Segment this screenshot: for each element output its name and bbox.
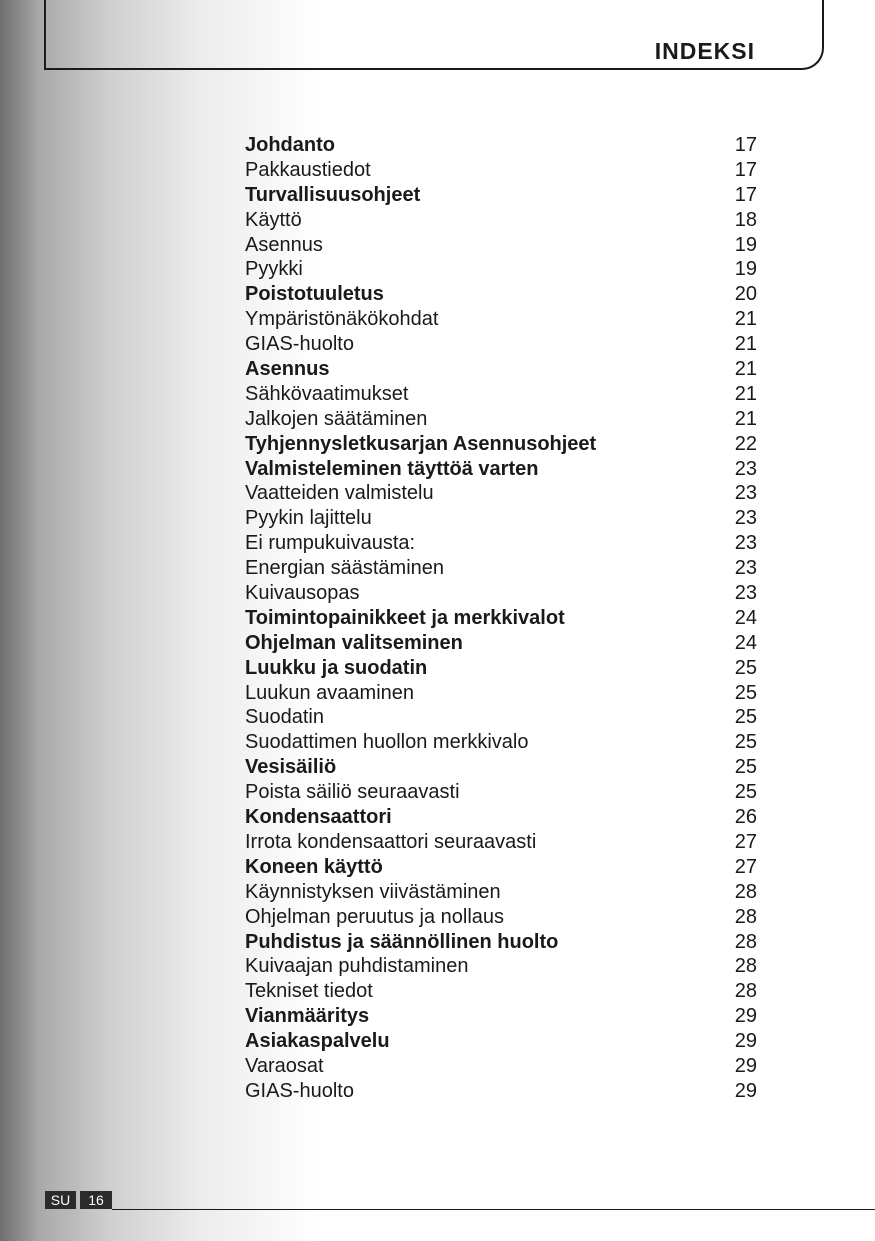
toc-entry-page: 29 bbox=[734, 1030, 757, 1053]
toc-entry-page: 28 bbox=[734, 955, 757, 978]
toc-entry-page: 24 bbox=[734, 606, 757, 629]
toc-entry-page: 28 bbox=[734, 880, 757, 903]
toc-entry-title: Vianmääritys bbox=[245, 1005, 370, 1028]
toc-entry-page: 23 bbox=[734, 557, 757, 580]
toc-entry-title: Poistotuuletus bbox=[245, 283, 384, 306]
toc-entry-title: Asiakaspalvelu bbox=[245, 1030, 390, 1053]
toc-entry-page: 23 bbox=[734, 532, 757, 555]
toc-entry-title: Kuivaajan puhdistaminen bbox=[245, 955, 469, 978]
toc-entry[interactable] bbox=[245, 979, 757, 1004]
toc-entry[interactable] bbox=[245, 158, 757, 183]
toc-entry-page: 17 bbox=[734, 134, 757, 156]
toc-entry[interactable] bbox=[245, 457, 757, 482]
language-code-badge: SU bbox=[45, 1191, 76, 1209]
toc-entry-title: Jalkojen säätäminen bbox=[245, 407, 428, 430]
toc-entry-page: 19 bbox=[734, 258, 757, 281]
toc-entry-page: 27 bbox=[734, 830, 757, 853]
toc-entry-title: Asennus bbox=[245, 233, 323, 256]
toc-entry-title: Käyttö bbox=[245, 208, 302, 231]
toc-entry-title: Suodattimen huollon merkkivalo bbox=[245, 731, 529, 754]
toc-entry[interactable] bbox=[245, 830, 757, 855]
toc-entry-page: 25 bbox=[734, 756, 757, 779]
toc-entry-title: Suodatin bbox=[245, 706, 324, 729]
table-of-contents bbox=[245, 133, 757, 1104]
page-title: INDEKSI bbox=[654, 38, 755, 64]
toc-entry-page: 29 bbox=[734, 1005, 757, 1028]
toc-entry[interactable] bbox=[245, 307, 757, 332]
toc-entry-title: Varaosat bbox=[245, 1054, 324, 1077]
toc-entry-title: Ympäristönäkökohdat bbox=[245, 308, 439, 331]
toc-entry[interactable] bbox=[245, 730, 757, 755]
toc-entry-title: Poista säiliö seuraavasti bbox=[245, 781, 460, 804]
toc-entry[interactable] bbox=[245, 681, 757, 706]
toc-entry[interactable] bbox=[245, 332, 757, 357]
toc-entry-page: 23 bbox=[734, 582, 757, 605]
toc-entry-page: 21 bbox=[734, 382, 757, 405]
toc-entry-page: 23 bbox=[734, 507, 757, 530]
toc-entry[interactable] bbox=[245, 631, 757, 656]
toc-entry[interactable] bbox=[245, 656, 757, 681]
toc-entry[interactable] bbox=[245, 930, 757, 955]
toc-entry[interactable] bbox=[245, 556, 757, 581]
toc-entry-page: 28 bbox=[734, 980, 757, 1003]
toc-entry[interactable] bbox=[245, 183, 757, 208]
toc-entry-title: Tekniset tiedot bbox=[245, 980, 373, 1003]
toc-entry-page: 25 bbox=[734, 706, 757, 729]
toc-entry-page: 21 bbox=[734, 407, 757, 430]
toc-entry[interactable] bbox=[245, 357, 757, 382]
toc-entry-title: Pakkaustiedot bbox=[245, 158, 371, 181]
toc-entry-title: Luukku ja suodatin bbox=[245, 656, 428, 679]
toc-entry-page: 26 bbox=[734, 806, 757, 829]
toc-entry[interactable] bbox=[245, 257, 757, 282]
page-number-badge: 16 bbox=[80, 1191, 112, 1209]
toc-entry-page: 18 bbox=[734, 208, 757, 231]
toc-entry[interactable] bbox=[245, 1079, 757, 1104]
toc-entry[interactable] bbox=[245, 282, 757, 307]
toc-entry-title: GIAS-huolto bbox=[245, 1079, 354, 1102]
toc-entry-page: 21 bbox=[734, 333, 757, 356]
toc-entry[interactable] bbox=[245, 954, 757, 979]
toc-entry-title: Ei rumpukuivausta: bbox=[245, 532, 416, 555]
toc-entry-title: Käynnistyksen viivästäminen bbox=[245, 880, 501, 903]
toc-entry[interactable] bbox=[245, 506, 757, 531]
toc-entry[interactable] bbox=[245, 407, 757, 432]
toc-entry-page: 25 bbox=[734, 731, 757, 754]
toc-entry-page: 24 bbox=[734, 631, 757, 654]
toc-entry-title: Irrota kondensaattori seuraavasti bbox=[245, 830, 537, 853]
toc-entry-page: 25 bbox=[734, 681, 757, 704]
toc-entry-title: Koneen käyttö bbox=[245, 855, 383, 878]
toc-entry[interactable] bbox=[245, 905, 757, 930]
toc-entry-page: 28 bbox=[734, 905, 757, 928]
toc-entry-title: Puhdistus ja säännöllinen huolto bbox=[245, 930, 559, 953]
toc-entry-page: 28 bbox=[734, 930, 757, 953]
toc-entry-title: Vesisäiliö bbox=[245, 756, 337, 779]
toc-entry-page: 19 bbox=[734, 233, 757, 256]
toc-entry-page: 17 bbox=[734, 158, 757, 181]
toc-entry[interactable] bbox=[245, 432, 757, 457]
toc-entry[interactable] bbox=[245, 233, 757, 258]
toc-entry-title: Valmisteleminen täyttöä varten bbox=[245, 457, 539, 480]
toc-entry[interactable] bbox=[245, 581, 757, 606]
toc-entry[interactable] bbox=[245, 208, 757, 233]
toc-entry-title: Pyykin lajittelu bbox=[245, 507, 372, 530]
toc-entry-title: Kondensaattori bbox=[245, 806, 392, 829]
toc-entry-page: 21 bbox=[734, 308, 757, 331]
toc-entry-title: Pyykki bbox=[245, 258, 303, 281]
toc-entry-page: 25 bbox=[734, 656, 757, 679]
toc-entry-title: Sähkövaatimukset bbox=[245, 382, 409, 405]
toc-entry[interactable] bbox=[245, 1004, 757, 1029]
toc-entry-page: 17 bbox=[734, 183, 757, 206]
toc-entry-page: 25 bbox=[734, 781, 757, 804]
toc-entry[interactable] bbox=[245, 855, 757, 880]
toc-entry-title: Luukun avaaminen bbox=[245, 681, 415, 704]
footer-divider bbox=[112, 1209, 875, 1210]
toc-entry-page: 20 bbox=[734, 283, 757, 306]
toc-entry-page: 22 bbox=[734, 432, 757, 455]
toc-entry[interactable] bbox=[245, 133, 757, 158]
toc-entry[interactable] bbox=[245, 780, 757, 805]
toc-entry[interactable] bbox=[245, 481, 757, 506]
toc-entry-title: Toimintopainikkeet ja merkkivalot bbox=[245, 606, 565, 629]
toc-entry-title: GIAS-huolto bbox=[245, 333, 354, 356]
toc-entry[interactable] bbox=[245, 705, 757, 730]
toc-entry[interactable] bbox=[245, 880, 757, 905]
toc-entry-title: Vaatteiden valmistelu bbox=[245, 482, 434, 505]
toc-entry-title: Kuivausopas bbox=[245, 582, 360, 605]
toc-entry[interactable] bbox=[245, 805, 757, 830]
toc-entry-page: 27 bbox=[734, 855, 757, 878]
toc-entry-page: 29 bbox=[734, 1054, 757, 1077]
toc-entry[interactable] bbox=[245, 606, 757, 631]
toc-entry[interactable] bbox=[245, 755, 757, 780]
toc-entry-page: 29 bbox=[734, 1079, 757, 1102]
toc-entry-title: Energian säästäminen bbox=[245, 557, 445, 580]
toc-entry[interactable] bbox=[245, 382, 757, 407]
toc-entry-title: Turvallisuusohjeet bbox=[245, 183, 421, 206]
toc-entry[interactable] bbox=[245, 1054, 757, 1079]
toc-entry-title: Ohjelman peruutus ja nollaus bbox=[245, 905, 505, 928]
toc-entry-page: 23 bbox=[734, 482, 757, 505]
toc-entry-page: 21 bbox=[734, 358, 757, 381]
toc-entry[interactable] bbox=[245, 1029, 757, 1054]
toc-entry-title: Ohjelman valitseminen bbox=[245, 631, 463, 654]
toc-entry-page: 23 bbox=[734, 457, 757, 480]
toc-entry-title: Tyhjennysletkusarjan Asennusohjeet bbox=[245, 432, 597, 455]
toc-entry[interactable] bbox=[245, 531, 757, 556]
toc-entry-title: Johdanto bbox=[245, 134, 335, 156]
toc-entry-title: Asennus bbox=[245, 358, 330, 381]
